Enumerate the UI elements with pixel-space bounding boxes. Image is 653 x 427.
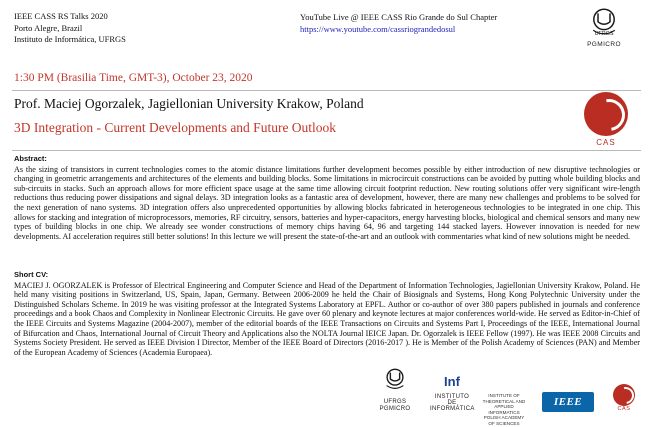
cas-logo-icon-small: [613, 384, 635, 406]
event-series: IEEE CASS RS Talks 2020: [14, 11, 108, 21]
stream-channel: YouTube Live @ IEEE CASS Rio Grande do Sul Chapter: [300, 12, 498, 22]
poster-header: [0, 0, 653, 76]
footer-ipipan-logo: [478, 390, 530, 426]
footer-cas-label: CAS: [617, 406, 631, 412]
ieee-logo-icon: IEEE: [542, 392, 594, 412]
event-city: Porto Alegre, Brazil: [14, 22, 83, 33]
stream-url-link[interactable]: https://www.youtube.com/cassriograndedosul: [300, 24, 456, 34]
event-info: [14, 11, 126, 46]
cas-logo-label: CAS: [596, 138, 616, 147]
abstract-section: [14, 154, 640, 241]
header-divider: [12, 90, 641, 91]
talk-datetime: 1:30 PM (Brasilia Time, GMT-3), October 23, 2020: [14, 72, 253, 84]
cas-logo-icon: [584, 92, 628, 136]
footer-ufrgs-logo: [368, 367, 422, 412]
title-divider: [12, 150, 641, 151]
footer-inf-label: INSTITUTO DE INFORMÁTICA: [430, 394, 475, 412]
ufrgs-logo-icon-small: [381, 367, 409, 393]
ufrgs-logo-icon: [586, 6, 622, 40]
abstract-text: As the sizing of transistors in current technologies comes to the atomic distance limitations further development becomes possible by either introduction of new disruptive technologies or changing in geometric arrangements and architectures of the elements and building blocks. Some limitations in microcircuit constructions can be avoided by putting whole building blocks and sub-circuits in stacks. Such an approach allows for more efficient space usage at the same time allowing circuit footprint reduction. New routing solutions offer very significant wire-length reductions thus reducing power dissipations and signal delays. 3D integration looks as a fantastic area of development, however, there are many new challenges and problems to be solved for the next generation of nano systems. 3D integration offers also unprecedented opportunities by allowing blocks fabricated in heterogeneous technologies to be integrated in one chip. This allows for stacking and integration of microprocessors, memories, RF circuitry, sensors, batteries and hyper-capacitors, energy harvesting blocks, biological and chemical sensors and many new types of building blocks in one chip. We already see wonder constructions of memory chips having 64, 96 and targeting 144 stacked layers. However innovation is needed for new developments. AI acceleration requires still better solutions! In this lecture we will present the state-of-the-art and an outlook with commentaries what kind of new solutions might be needed.: [14, 164, 640, 241]
pgmicro-label: PGMICRO: [587, 41, 621, 48]
footer-cas-logo: [602, 384, 646, 412]
abstract-label: Abstract:: [14, 154, 47, 163]
cas-logo-block: [579, 92, 633, 147]
event-institute: Instituto de Informática, UFRGS: [14, 34, 126, 44]
short-cv-text: MACIEJ J. OGORZALEK is Professor of Electrical Engineering and Computer Science and Head of the Department of Information Technologies, Jagiellonian University Krakow, Poland. He held many visiting positions in Switzerland, US, Spain, Japan, Germany. Between 2006-2009 he held the Chair of Biosignals and Systems, Hong Kong Polytechnic University under the Distinguished Scholars Scheme. In 2019 he was visiting professor at the Integrated Systems Laboratory at EPFL. Author or co-author of over 380 papers published in journals and conference proceedings and a book Chaos and Complexity in Nonlinear Electronic Circuits. He gave over 60 plenary and keynote lectures at major conferences world-wide. He served as Editor-in-Chief of the IEEE Circuits and Systems Magazine (2004-2007), member of the editorial boards of the IEEE Transactions on Circuits and Systems Part I, Proceedings of the IEEE, International Journal of Bifurcation and Chaos, International Journal of Circuit Theory and Applications also the NOLTA Journal IEICE Japan. Dr. Ogorzalek is IEEE Fellow (1997). He was IEEE 2008 Circuits and Systems Society President. He served as IEEE Division I Director, Member of the IEEE Board of Directors (2016-2017 ). He is Member of the Polish Academy of Sciences (PAN) and Member of the European Academy of Sciences (Academia Europaea).: [14, 280, 640, 357]
speaker-name: Prof. Maciej Ogorzalek, Jagiellonian University Krakow, Poland: [14, 96, 364, 111]
stream-info: [300, 11, 497, 35]
inf-logo-icon: Inf: [444, 374, 460, 389]
ufrgs-logo-block: [567, 6, 641, 48]
talk-title: 3D Integration - Current Developments and Future Outlook: [14, 120, 337, 135]
short-cv-section: [14, 270, 640, 357]
ipipan-logo-icon: INSTITUTE OF THEORETICAL AND APPLIED INFORMATICS POLISH ACADEMY OF SCIENCES: [482, 393, 526, 426]
footer-logo-strip: [0, 374, 653, 426]
footer-inf-logo: [430, 371, 474, 412]
short-cv-label: Short CV:: [14, 270, 49, 279]
footer-pgmicro-label: PGMICRO: [379, 406, 411, 412]
svg-text:UFRGS: UFRGS: [594, 31, 614, 37]
footer-ufrgs-label: UFRGS: [383, 399, 407, 405]
footer-ieee-logo: [540, 392, 596, 412]
